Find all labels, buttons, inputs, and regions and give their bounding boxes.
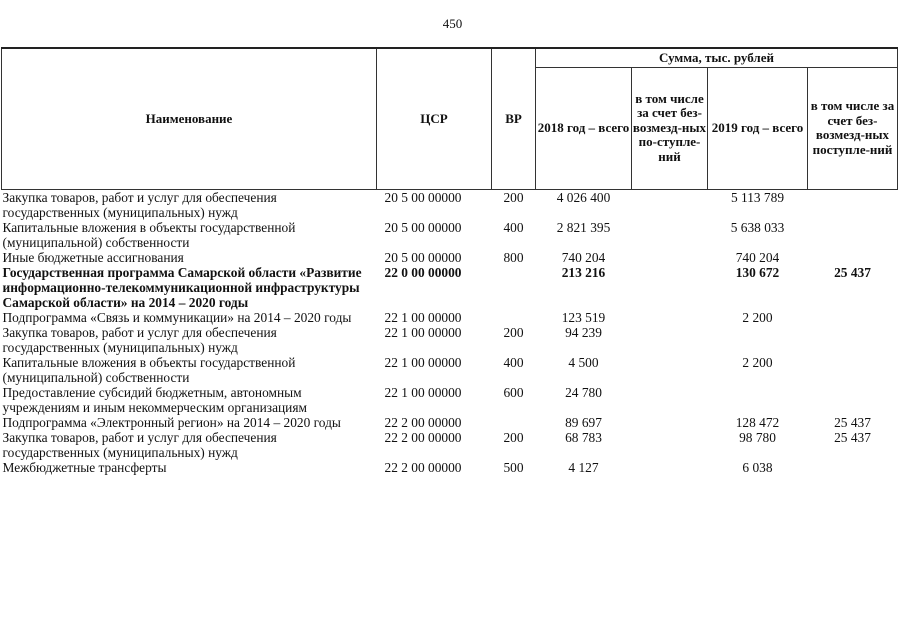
page-number: 450 <box>442 16 463 31</box>
row-2018-total: 89 697 <box>565 414 602 430</box>
row-2019-free <box>808 189 898 220</box>
row-2018-free <box>632 430 708 460</box>
row-2018-total: 68 783 <box>565 429 602 445</box>
row-2019-total: 98 780 <box>739 429 776 445</box>
row-2019-free: 25 437 <box>834 414 871 430</box>
row-name: Государственная программа Самарской области «Развитие информационно-телекоммуникационной инфраструктуры Самарской области» на 2014 – 2020 годы <box>2 264 362 310</box>
row-csr: 22 2 00 00000 <box>384 429 462 445</box>
row-name: Подпрограмма «Связь и коммуникации» на 2014 – 2020 годы <box>2 309 352 325</box>
table-row <box>2 265 898 310</box>
table-header <box>2 48 898 189</box>
table-row <box>2 385 898 415</box>
header-2019-free: в том числе за счет без-возмезд-ных поступле-ний <box>808 67 898 189</box>
header-vr: ВР <box>492 48 536 189</box>
row-2019-free: 25 437 <box>834 429 871 445</box>
row-2019-total: 5 638 033 <box>730 219 785 235</box>
row-vr: 200 <box>503 324 524 340</box>
header-2018-free: в том числе за счет без-возмезд-ных по-ступле-ний <box>632 67 708 189</box>
row-vr: 500 <box>503 459 524 475</box>
row-2019-total: 5 113 789 <box>730 189 785 205</box>
row-2019-free <box>808 250 898 265</box>
row-2018-total: 213 216 <box>561 264 606 280</box>
row-2019-free <box>808 310 898 325</box>
table-row <box>2 250 898 265</box>
row-2018-free <box>632 460 708 475</box>
row-2018-free <box>632 189 708 220</box>
row-csr: 20 5 00 00000 <box>384 249 462 265</box>
header-2018-total: 2018 год – всего <box>536 67 632 189</box>
row-2019-free <box>808 220 898 250</box>
row-vr <box>492 415 536 430</box>
table-body <box>2 189 898 475</box>
row-2018-total: 94 239 <box>565 324 602 340</box>
table-row <box>2 310 898 325</box>
row-2018-free <box>632 415 708 430</box>
row-2019-free <box>808 355 898 385</box>
row-2019-total: 740 204 <box>735 249 780 265</box>
row-vr: 800 <box>503 249 524 265</box>
row-name: Закупка товаров, работ и услуг для обеспечения государственных (муниципальных) нужд <box>2 429 277 460</box>
row-2019-free <box>808 385 898 415</box>
table-row <box>2 460 898 475</box>
row-vr: 400 <box>503 219 524 235</box>
row-csr: 22 1 00 00000 <box>384 384 462 400</box>
row-csr: 20 5 00 00000 <box>384 219 462 235</box>
row-2018-total: 4 500 <box>568 354 599 370</box>
row-vr: 400 <box>503 354 524 370</box>
table-row <box>2 220 898 250</box>
row-csr: 22 0 00 00000 <box>384 264 462 280</box>
row-2018-free <box>632 250 708 265</box>
row-2018-total: 4 026 400 <box>556 189 611 205</box>
row-2019-free: 25 437 <box>834 264 871 280</box>
row-2019-total: 130 672 <box>735 264 780 280</box>
table-row <box>2 325 898 355</box>
row-name: Предоставление субсидий бюджетным, автономным учреждениям и иным некоммерческим организациям <box>2 384 307 415</box>
row-2018-free <box>632 220 708 250</box>
row-2019-free <box>808 460 898 475</box>
row-2019-total: 128 472 <box>735 414 780 430</box>
row-2018-total: 123 519 <box>561 309 606 325</box>
row-2018-free <box>632 385 708 415</box>
row-csr: 22 2 00 00000 <box>384 459 462 475</box>
row-2019-free <box>808 325 898 355</box>
row-name: Закупка товаров, работ и услуг для обеспечения государственных (муниципальных) нужд <box>2 324 277 355</box>
row-vr: 200 <box>503 189 524 205</box>
row-2019-total <box>708 325 808 355</box>
header-name: Наименование <box>2 48 377 189</box>
row-name: Межбюджетные трансферты <box>2 459 167 475</box>
row-name: Капитальные вложения в объекты государственной (муниципальной) собственности <box>2 219 296 250</box>
row-2019-total: 6 038 <box>742 459 773 475</box>
row-vr <box>492 310 536 325</box>
header-csr: ЦСР <box>377 48 492 189</box>
row-2019-total <box>708 385 808 415</box>
budget-table <box>1 47 898 475</box>
row-csr: 22 2 00 00000 <box>384 414 462 430</box>
row-vr: 600 <box>503 384 524 400</box>
row-name: Закупка товаров, работ и услуг для обеспечения государственных (муниципальных) нужд <box>2 189 277 220</box>
table-row <box>2 415 898 430</box>
row-vr: 200 <box>503 429 524 445</box>
row-csr: 22 1 00 00000 <box>384 324 462 340</box>
row-2018-free <box>632 265 708 310</box>
header-sum-group: Сумма, тыс. рублей <box>536 48 898 67</box>
table-row <box>2 355 898 385</box>
row-name: Подпрограмма «Электронный регион» на 2014 – 2020 годы <box>2 414 341 430</box>
row-2018-total: 2 821 395 <box>556 219 611 235</box>
row-2018-free <box>632 355 708 385</box>
row-2018-total: 740 204 <box>561 249 606 265</box>
row-name: Капитальные вложения в объекты государственной (муниципальной) собственности <box>2 354 296 385</box>
header-2019-total: 2019 год – всего <box>708 67 808 189</box>
row-csr: 22 1 00 00000 <box>384 309 462 325</box>
row-2019-total: 2 200 <box>742 354 773 370</box>
row-2018-free <box>632 310 708 325</box>
row-csr: 22 1 00 00000 <box>384 354 462 370</box>
row-2018-total: 4 127 <box>568 459 599 475</box>
table-row <box>2 430 898 460</box>
row-2018-total: 24 780 <box>565 384 602 400</box>
row-vr <box>492 265 536 310</box>
row-2019-total: 2 200 <box>742 309 773 325</box>
row-csr: 20 5 00 00000 <box>384 189 462 205</box>
table-row <box>2 189 898 220</box>
row-name: Иные бюджетные ассигнования <box>2 249 184 265</box>
row-2018-free <box>632 325 708 355</box>
